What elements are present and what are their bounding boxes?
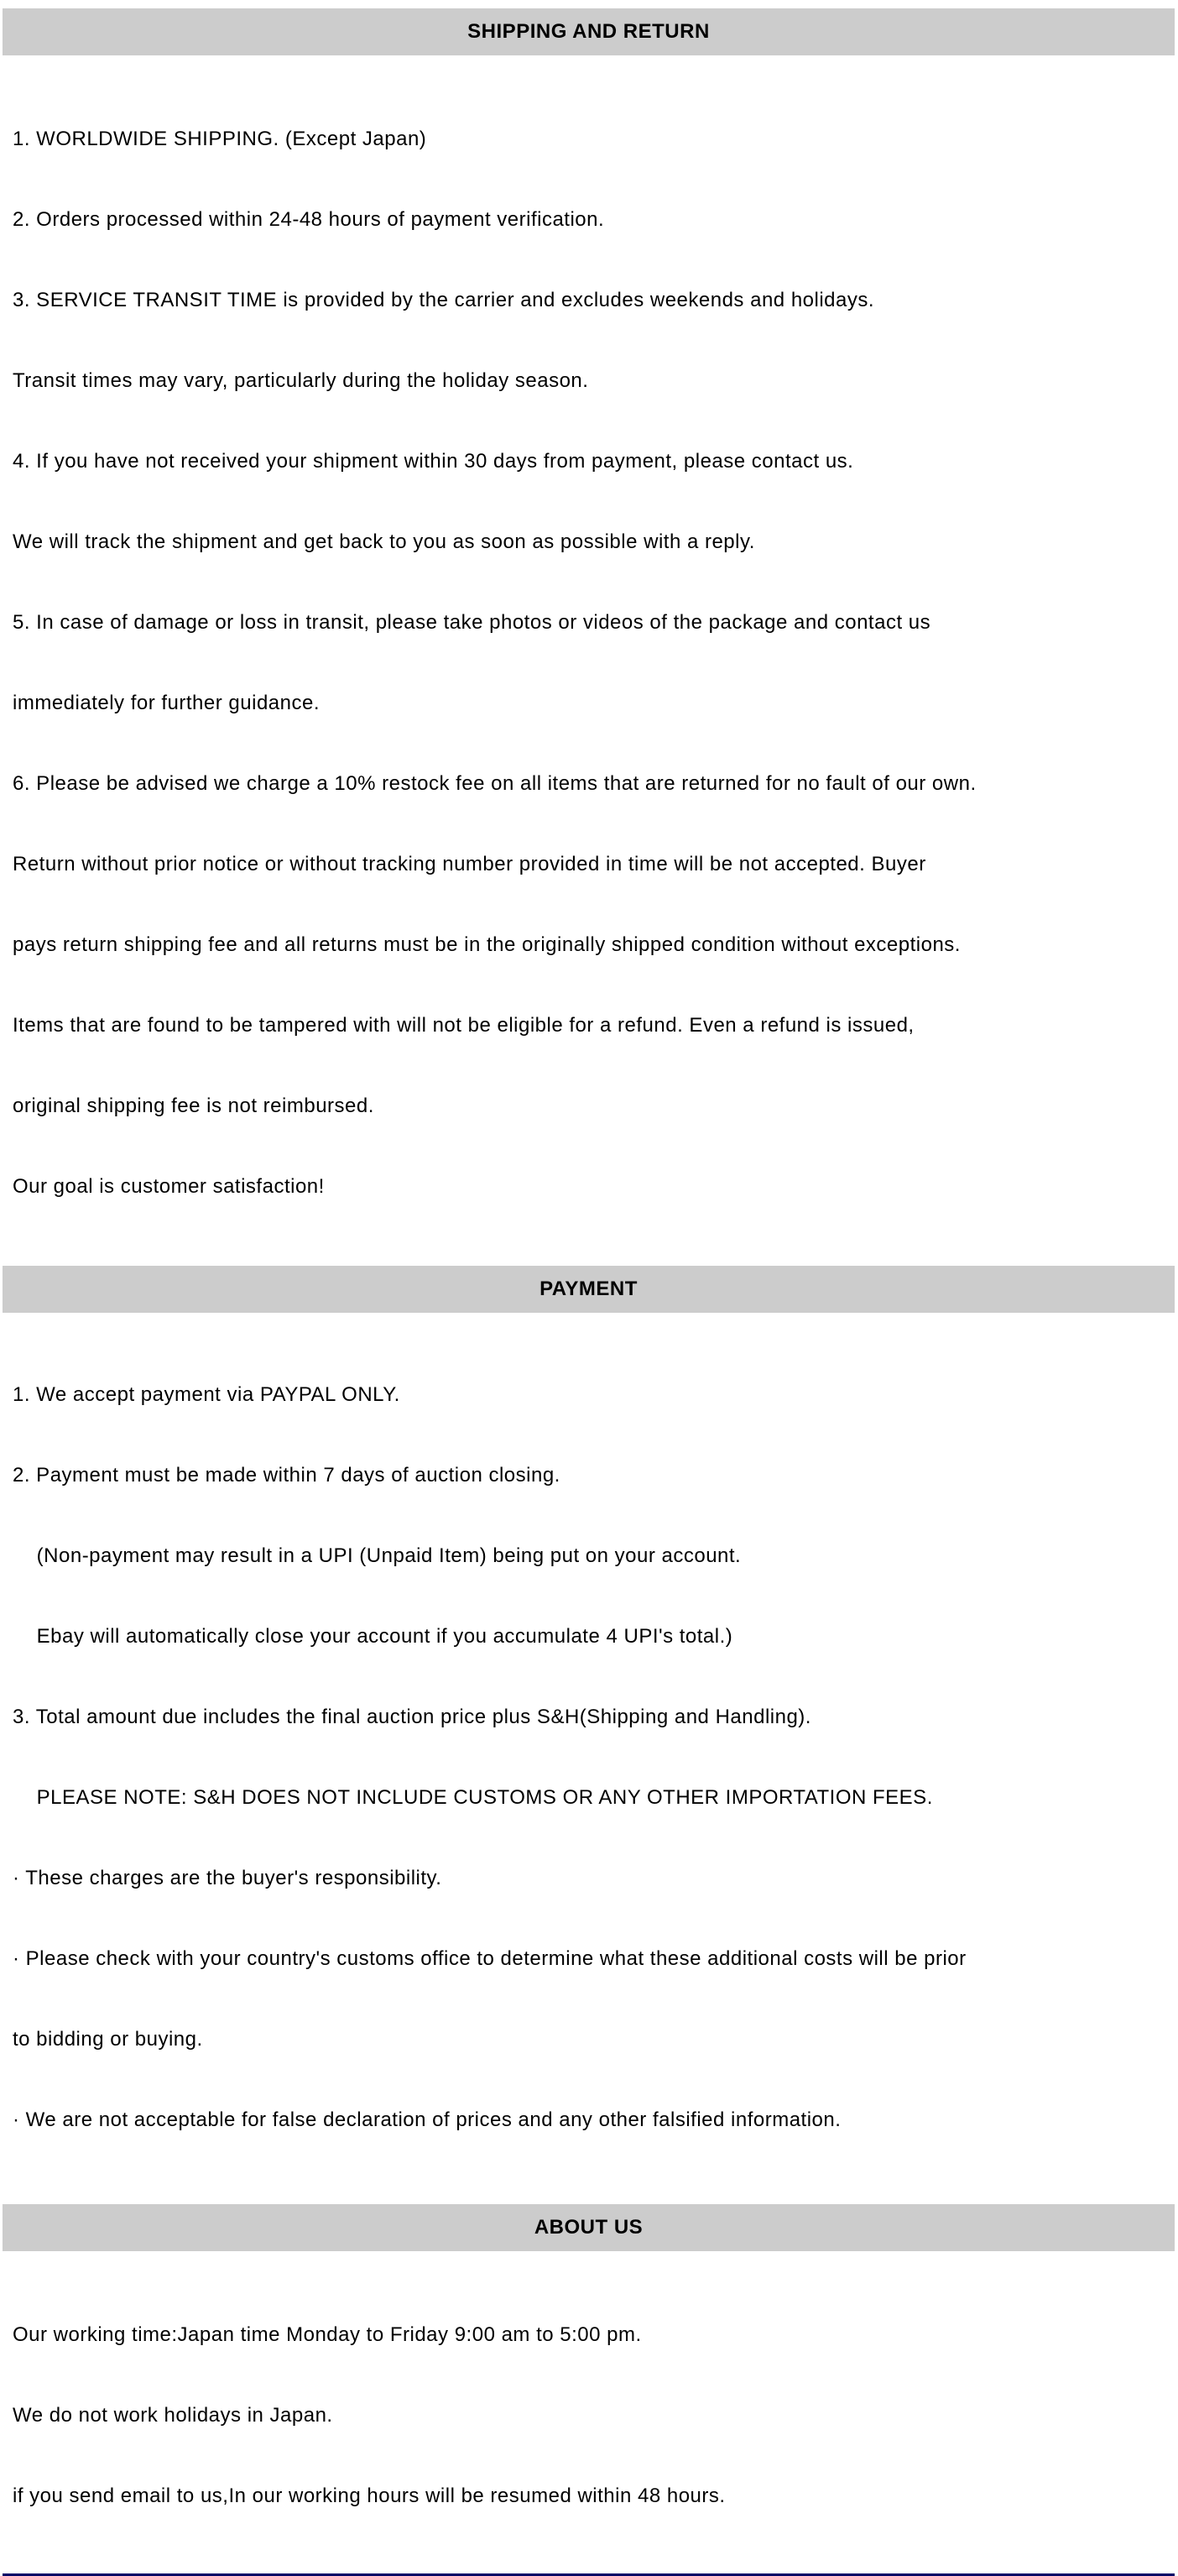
- shipping-section-title: SHIPPING AND RETURN: [467, 20, 710, 43]
- text-line: · We are not acceptable for false declaration of prices and any other falsified information.: [13, 2108, 842, 2131]
- text-line: We do not work holidays in Japan.: [13, 2404, 333, 2427]
- shipping-section-body: [0, 55, 1178, 1266]
- text-line: to bidding or buying.: [13, 2028, 203, 2051]
- payment-section-body: [0, 1313, 1178, 2204]
- text-line: immediately for further guidance.: [13, 692, 320, 714]
- text-line: 2. Payment must be made within 7 days of auction closing.: [13, 1464, 560, 1487]
- text-line: (Non-payment may result in a UPI (Unpaid Item) being put on your account.: [13, 1544, 742, 1567]
- text-line: pays return shipping fee and all returns must be in the originally shipped condition without exceptions.: [13, 933, 961, 956]
- text-line: 3. Total amount due includes the final auction price plus S&H(Shipping and Handling).: [13, 1706, 811, 1728]
- text-line: 6. Please be advised we charge a 10% restock fee on all items that are returned for no fault of our own.: [13, 772, 977, 795]
- shipping-section-header: [3, 8, 1175, 55]
- text-line: Our working time:Japan time Monday to Friday 9:00 am to 5:00 pm.: [13, 2323, 642, 2346]
- text-line: Transit times may vary, particularly during the holiday season.: [13, 369, 589, 392]
- text-line: Items that are found to be tampered with will not be eligible for a refund. Even a refund is issued,: [13, 1014, 915, 1037]
- text-line: PLEASE NOTE: S&H DOES NOT INCLUDE CUSTOMS OR ANY OTHER IMPORTATION FEES.: [13, 1786, 933, 1809]
- text-line: 3. SERVICE TRANSIT TIME is provided by the carrier and excludes weekends and holidays.: [13, 289, 875, 311]
- about-section-header: [3, 2204, 1175, 2251]
- text-line: if you send email to us,In our working hours will be resumed within 48 hours.: [13, 2485, 726, 2507]
- text-line: 2. Orders processed within 24-48 hours of payment verification.: [13, 208, 605, 231]
- text-line: · These charges are the buyer's responsibility.: [13, 1867, 442, 1889]
- payment-section-header: [3, 1266, 1175, 1313]
- text-line: · Please check with your country's customs office to determine what these additional costs will be prior: [13, 1947, 967, 1970]
- text-line: 5. In case of damage or loss in transit, please take photos or videos of the package and contact us: [13, 611, 931, 634]
- about-section-body: [0, 2251, 1178, 2573]
- about-section-title: ABOUT US: [534, 2216, 644, 2239]
- text-line: Ebay will automatically close your account if you accumulate 4 UPI's total.): [13, 1625, 733, 1648]
- text-line: 4. If you have not received your shipment within 30 days from payment, please contact us.: [13, 450, 854, 473]
- text-line: We will track the shipment and get back to you as soon as possible with a reply.: [13, 530, 755, 553]
- text-line: original shipping fee is not reimbursed.: [13, 1095, 374, 1117]
- text-line: Our goal is customer satisfaction!: [13, 1175, 325, 1198]
- text-line: Return without prior notice or without tracking number provided in time will be not accepted. Buyer: [13, 853, 926, 875]
- text-line: 1. WORLDWIDE SHIPPING. (Except Japan): [13, 128, 427, 150]
- text-line: 1. We accept payment via PAYPAL ONLY.: [13, 1383, 400, 1406]
- payment-section-title: PAYMENT: [539, 1278, 638, 1300]
